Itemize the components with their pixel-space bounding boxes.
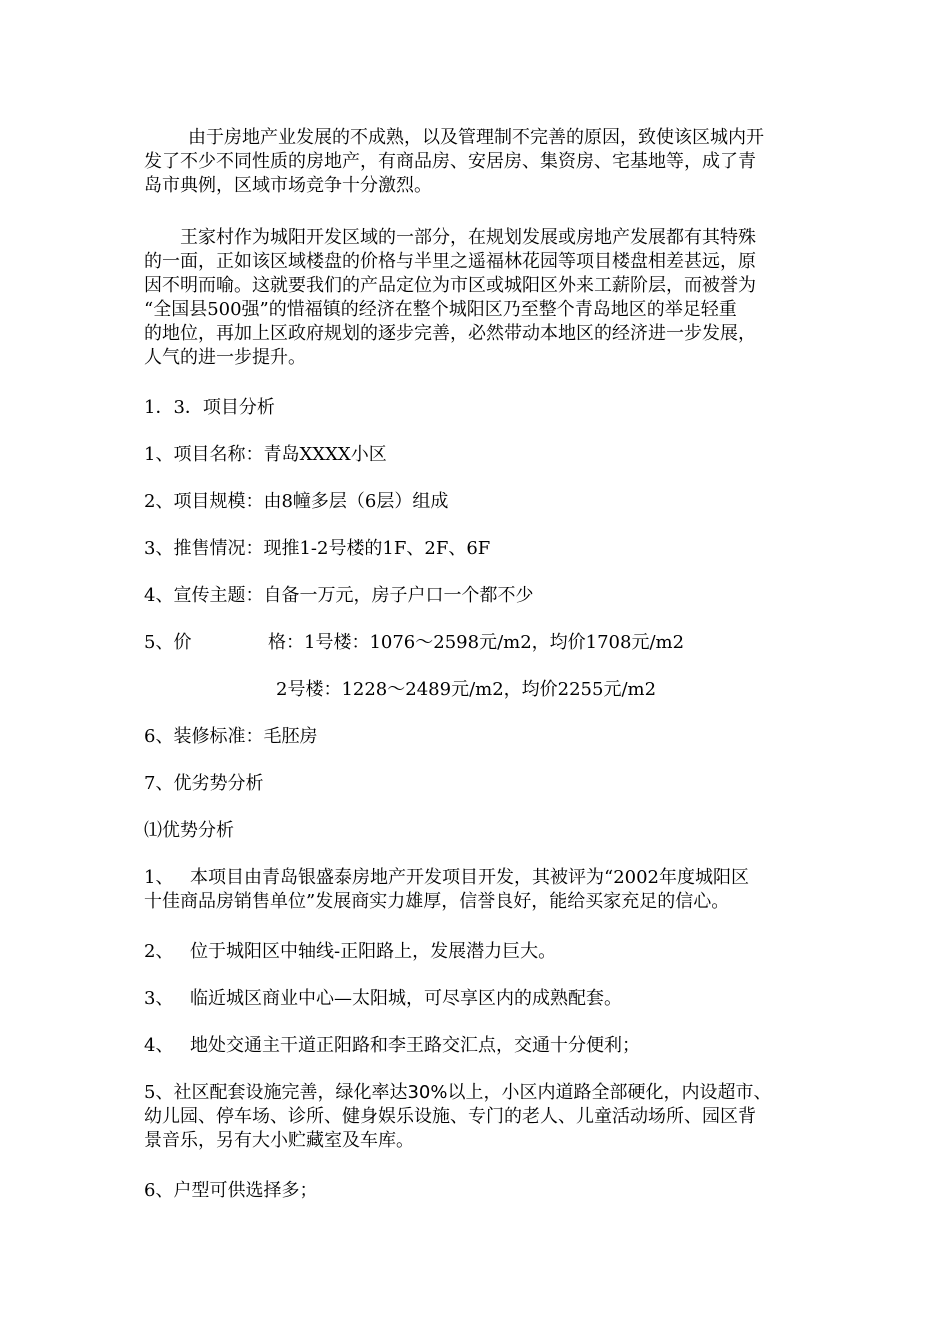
advantage-5-text-a: 5、社区配套设施完善，绿化率达 (144, 1082, 408, 1103)
price-line-2: 2号楼：1228～2489元/m2，均价2255元/m2 (276, 679, 657, 700)
advantage-2-text: 位于城阳区中轴线-正阳路上，发展潜力巨大。 (190, 941, 557, 962)
advantage-2 (144, 940, 556, 964)
price-line-1: 1号楼：1076～2598元/m2，均价1708元/m2 (304, 632, 685, 653)
advantage-1-line-2: 十佳商品房销售单位”发展商实力雄厚，信誉良好，能给买家充足的信心。 (144, 891, 730, 912)
advantage-5-line-2: 幼儿园、停车场、诊所、健身娱乐设施、专门的老人、儿童活动场所、园区背 (144, 1106, 756, 1127)
advantage-3-text: 临近城区商业中心—太阳城，可尽享区内的成熟配套。 (190, 988, 622, 1009)
item-launch-status: 3、推售情况：现推1-2号楼的1F、2F、6F (144, 538, 491, 559)
price-label-a: 5、价 (144, 632, 192, 653)
para2-line-4: “全国县500强”的惜福镇的经济在整个城阳区乃至整个青岛地区的举足轻重 (144, 299, 737, 320)
advantage-2-num: 2、 (144, 941, 174, 962)
advantage-4-text: 地处交通主干道正阳路和李王路交汇点，交通十分便利； (190, 1035, 640, 1056)
para1-line-3: 岛市典例，区域市场竞争十分激烈。 (144, 175, 432, 196)
item-promo-theme: 4、宣传主题：自备一万元，房子户口一个都不少 (144, 585, 534, 606)
item-price (144, 631, 684, 655)
advantage-4-num: 4、 (144, 1035, 174, 1056)
item-decoration: 6、装修标准：毛胚房 (144, 726, 318, 747)
para2-line-6: 人气的进一步提升。 (144, 347, 306, 368)
advantage-5-text-c: 以上，小区内道路全部硬化，内设超市、 (447, 1082, 772, 1103)
para1-line-1: 由于房地产业发展的不成熟，以及管理制不完善的原因，致使该区城内开 (188, 127, 764, 148)
para2-line-1: 王家村作为城阳开发区域的一部分，在规划发展或房地产发展都有其特殊 (180, 227, 756, 248)
advantage-1-line-1 (144, 866, 749, 890)
advantage-4 (144, 1034, 640, 1058)
advantage-1-text-1: 本项目由青岛银盛泰房地产开发项目开发，其被评为“2002年度城阳区 (190, 867, 750, 888)
section-heading: 1．3．项目分析 (144, 397, 275, 418)
advantage-1-num: 1、 (144, 867, 174, 888)
advantage-3-num: 3、 (144, 988, 174, 1009)
para2-line-3: 因不明而喻。这就要我们的产品定位为市区或城阳区外来工薪阶层，而被誉为 (144, 275, 756, 296)
advantages-heading: ⑴优势分析 (144, 820, 234, 841)
item-project-name: 1、项目名称：青岛XXXX小区 (144, 444, 387, 465)
advantage-5-percent: 30% (407, 1082, 448, 1103)
advantage-5-line-1 (144, 1081, 771, 1105)
para2-line-2: 的一面，正如该区域楼盘的价格与半里之遥福林花园等项目楼盘相差甚远，原 (144, 251, 756, 272)
price-label-b: 格： (268, 632, 304, 653)
item-project-scale: 2、项目规模：由8幢多层（6层）组成 (144, 491, 449, 512)
para2-line-5: 的地位，再加上区政府规划的逐步完善，必然带动本地区的经济进一步发展， (144, 323, 756, 344)
para1-line-2: 发了不少不同性质的房地产，有商品房、安居房、集资房、宅基地等，成了青 (144, 151, 756, 172)
advantage-6: 6、户型可供选择多； (144, 1180, 318, 1201)
advantage-3 (144, 987, 622, 1011)
item-swot: 7、优劣势分析 (144, 773, 264, 794)
advantage-5-line-3: 景音乐，另有大小贮藏室及车库。 (144, 1130, 414, 1151)
